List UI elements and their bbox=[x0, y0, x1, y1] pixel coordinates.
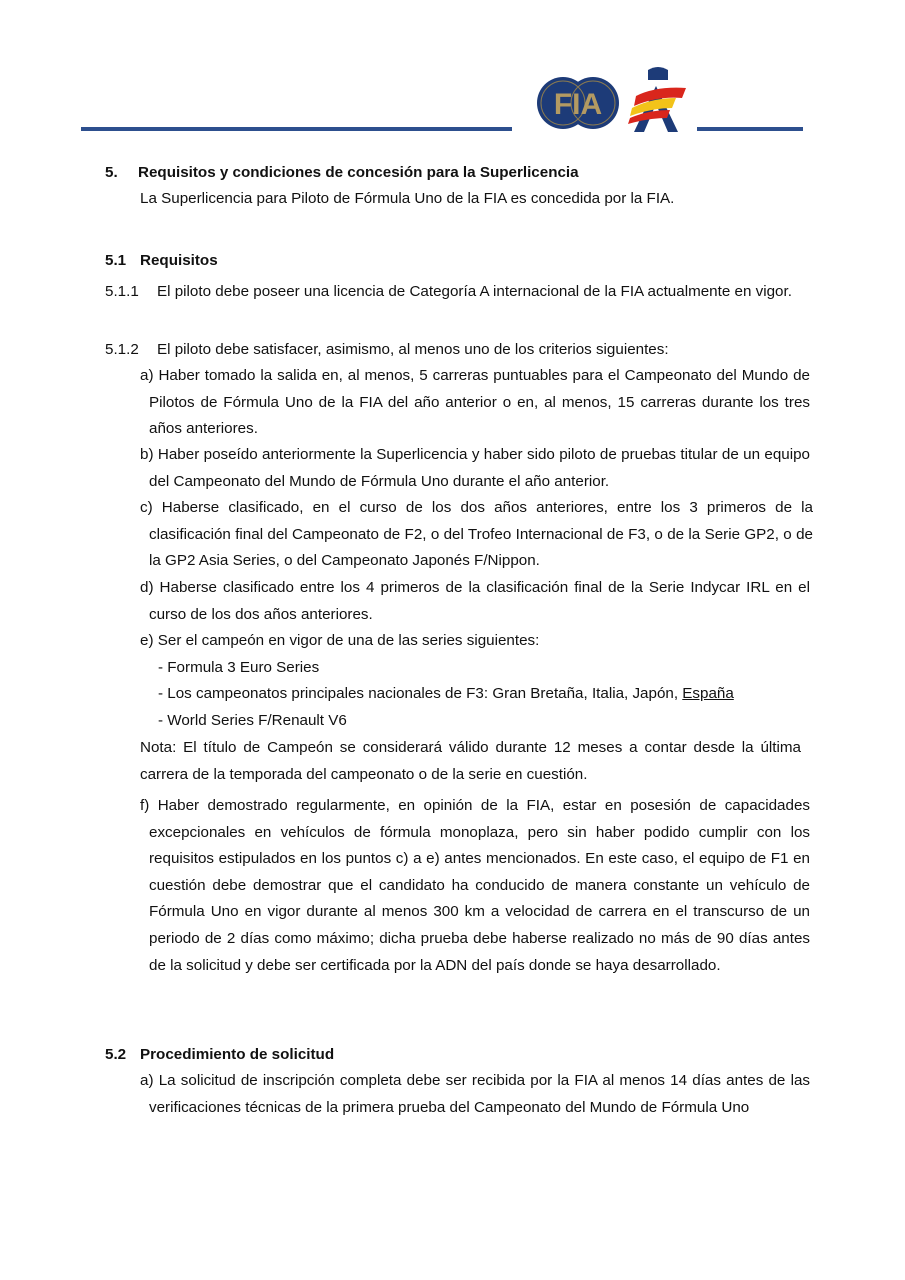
criterion-b: b) Haber poseído anteriormente la Superlicencia y haber sido piloto de pruebas titular de un equipo del Campeonato del Mundo de Fórmula Uno durante el año anterior. bbox=[140, 446, 810, 490]
rfeda-logo bbox=[626, 66, 690, 134]
svg-text:FIA: FIA bbox=[553, 88, 603, 121]
criterion-c: c) Haberse clasificado, en el curso de los dos años anteriores, entre los 3 primeros de la clasificación final del Campeonato de F2, o del Trofeo Internacional de F3, o de la Serie GP2, o de la GP2 Asia Series, o del Campeonato Japonés F/Nippon. bbox=[140, 499, 813, 570]
criterion-f: f) Haber demostrado regularmente, en opinión de la FIA, estar en posesión de capacidades excepcionales en vehículos de fórmula monoplaza, pero sin haber podido cumplir con los requisitos estipulados en los puntos c) a e) antes mencionados. En este caso, el equipo de F1 en cuestión debe demostrar que el candidato ha conducido de manera constante un vehículo de Fórmula Uno en vigor durante al menos 300 km a velocidad de carrera en el transcurso de un periodo de 2 días como máximo; dicha prueba debe haberse realizado no más de 90 días antes de la solicitud y debe ser certificada por la ADN del país donde se haya desarrollado. bbox=[140, 797, 810, 974]
header-rule-left bbox=[81, 127, 512, 131]
header-rule-right bbox=[697, 127, 803, 131]
series-item: - Formula 3 Euro Series bbox=[158, 659, 320, 676]
section-5-1-heading: 5.1 Requisitos bbox=[105, 252, 218, 269]
criterion-d: d) Haberse clasificado entre los 4 primeros de la clasificación final de la Serie Indycar IRL en el curso de los dos años anteriores. bbox=[140, 579, 810, 623]
section-5-heading: 5. Requisitos y condiciones de concesión para la Superlicencia bbox=[105, 164, 579, 181]
series-item: - World Series F/Renault V6 bbox=[158, 712, 347, 729]
criterion-e: e) Ser el campeón en vigor de una de las series siguientes: bbox=[140, 632, 540, 649]
section-5-1-1: 5.1.1 El piloto debe poseer una licencia de Categoría A internacional de la FIA actualmente en vigor. bbox=[105, 283, 792, 300]
section-5-1-2: 5.1.2 El piloto debe satisfacer, asimismo, al menos uno de los criterios siguientes: bbox=[105, 341, 669, 358]
section-5-text: La Superlicencia para Piloto de Fórmula Uno de la FIA es concedida por la FIA. bbox=[140, 190, 675, 207]
nota: Nota: El título de Campeón se considerará válido durante 12 meses a contar desde la última carrera de la temporada del campeonato o de la serie en cuestión. bbox=[140, 739, 801, 783]
fia-logo bbox=[536, 74, 620, 132]
series-item: - Los campeonatos principales nacionales de F3: Gran Bretaña, Italia, Japón, España bbox=[158, 685, 734, 702]
espana-link[interactable]: España bbox=[682, 685, 734, 702]
section-5-2-a: a) La solicitud de inscripción completa debe ser recibida por la FIA al menos 14 días antes de las verificaciones técnicas de la primera prueba del Campeonato del Mundo de Fórmula Uno bbox=[140, 1072, 810, 1116]
section-5-2-heading: 5.2 Procedimiento de solicitud bbox=[105, 1046, 335, 1063]
criterion-a: a) Haber tomado la salida en, al menos, 5 carreras puntuables para el Campeonato del Mundo de Pilotos de Fórmula Uno de la FIA del año anterior o en, al menos, 15 carreras durante los tres años anteriores. bbox=[140, 367, 810, 438]
